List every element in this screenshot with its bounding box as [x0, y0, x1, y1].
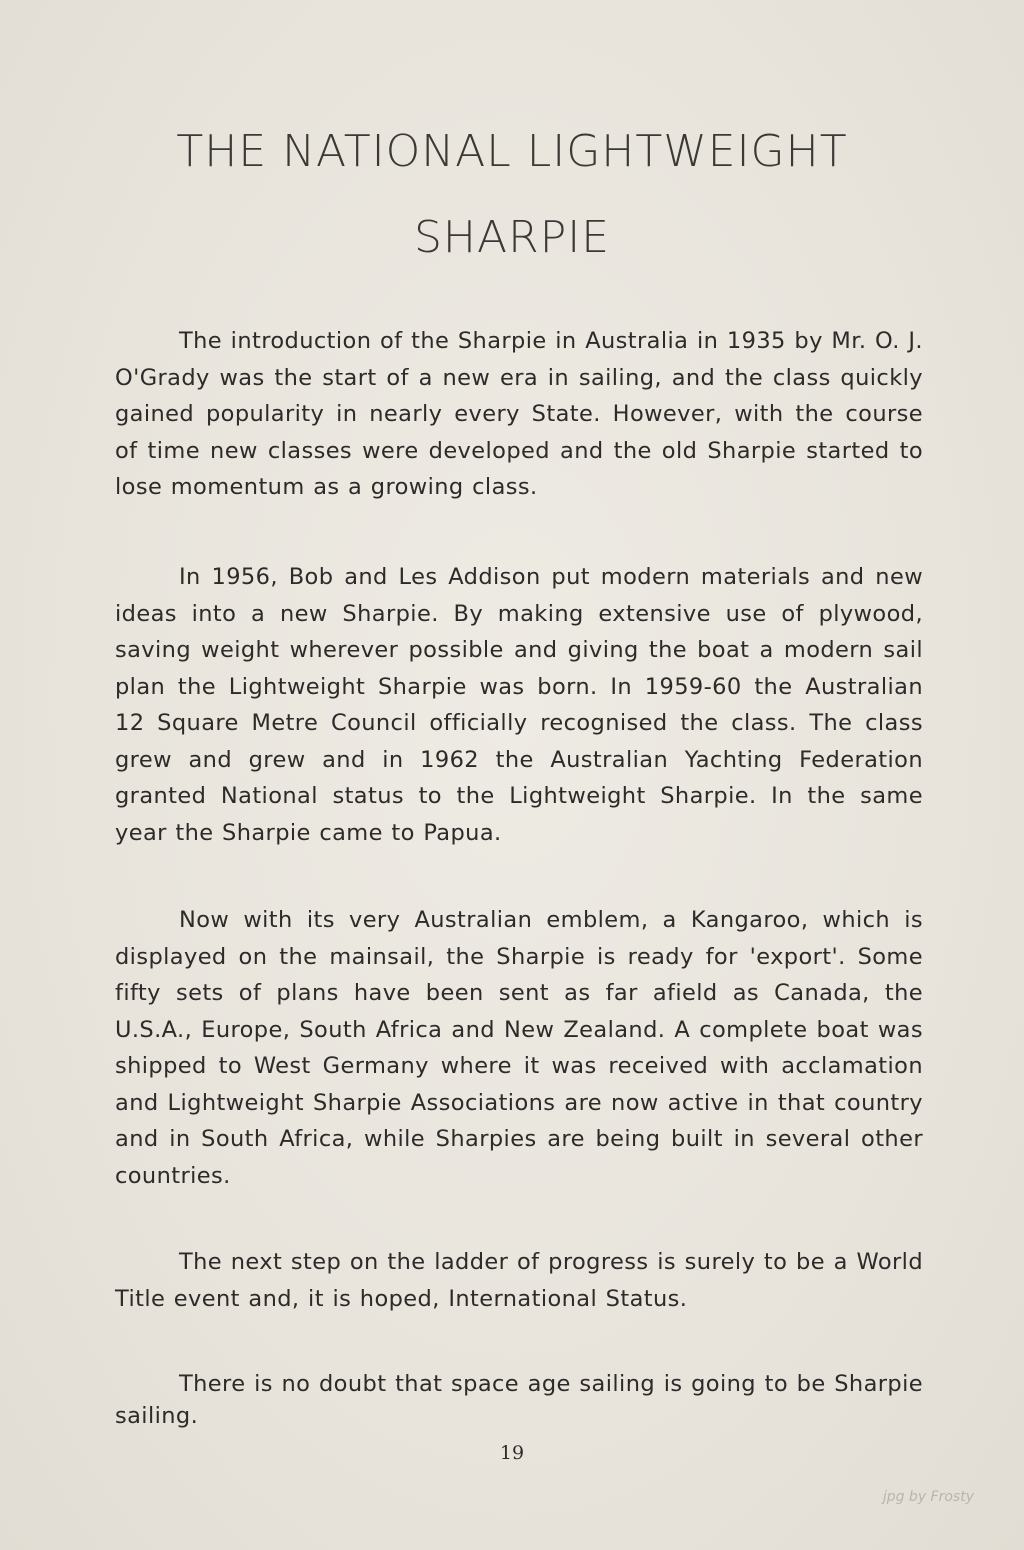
page-title-line-2: SHARPIE [414, 212, 610, 263]
paragraph-conclusion: There is no doubt that space age sailing is going to be Sharpie sailing. [115, 1371, 923, 1429]
watermark: jpg by Frosty [882, 1489, 974, 1505]
paragraph-introduction: The introduction of the Sharpie in Australia in 1935 by Mr. O. J. O'Grady was the start of a new era in sailing, and the class quickly gained popularity in nearly every State. However, with the course of time new classes were developed and the old Sharpie started to lose momentum as a growing class. [115, 328, 923, 500]
paragraph-development: In 1956, Bob and Les Addison put modern materials and new ideas into a new Sharpie. By making extensive use of plywood, saving weight wherever possible and giving the boat a modern sail plan the Lightweight Sharpie was born. In 1959-60 the Australian 12 Square Metre Council officially recognised the class. The class grew and grew and in 1962 the Australian Yachting Federation granted National status to the Lightweight Sharpie. In the same year the Sharpie came to Papua. [115, 564, 923, 846]
paragraph-next-step: The next step on the ladder of progress is surely to be a World Title event and, it is hoped, International Status. [115, 1249, 923, 1312]
page-number: 19 [499, 1442, 525, 1464]
paragraph-export: Now with its very Australian emblem, a Kangaroo, which is displayed on the mainsail, the Sharpie is ready for 'export'. Some fifty sets of plans have been sent as far afield as Canada, the U.S.A., Europe, South Africa and New Zealand. A complete boat was shipped to West Germany where it was received with acclamation and Lightweight Sharpie Associations are now active in that country and in South Africa, while Sharpies are being built in several other countries. [115, 907, 923, 1189]
page-title-line-1: THE NATIONAL LIGHTWEIGHT [176, 126, 848, 177]
